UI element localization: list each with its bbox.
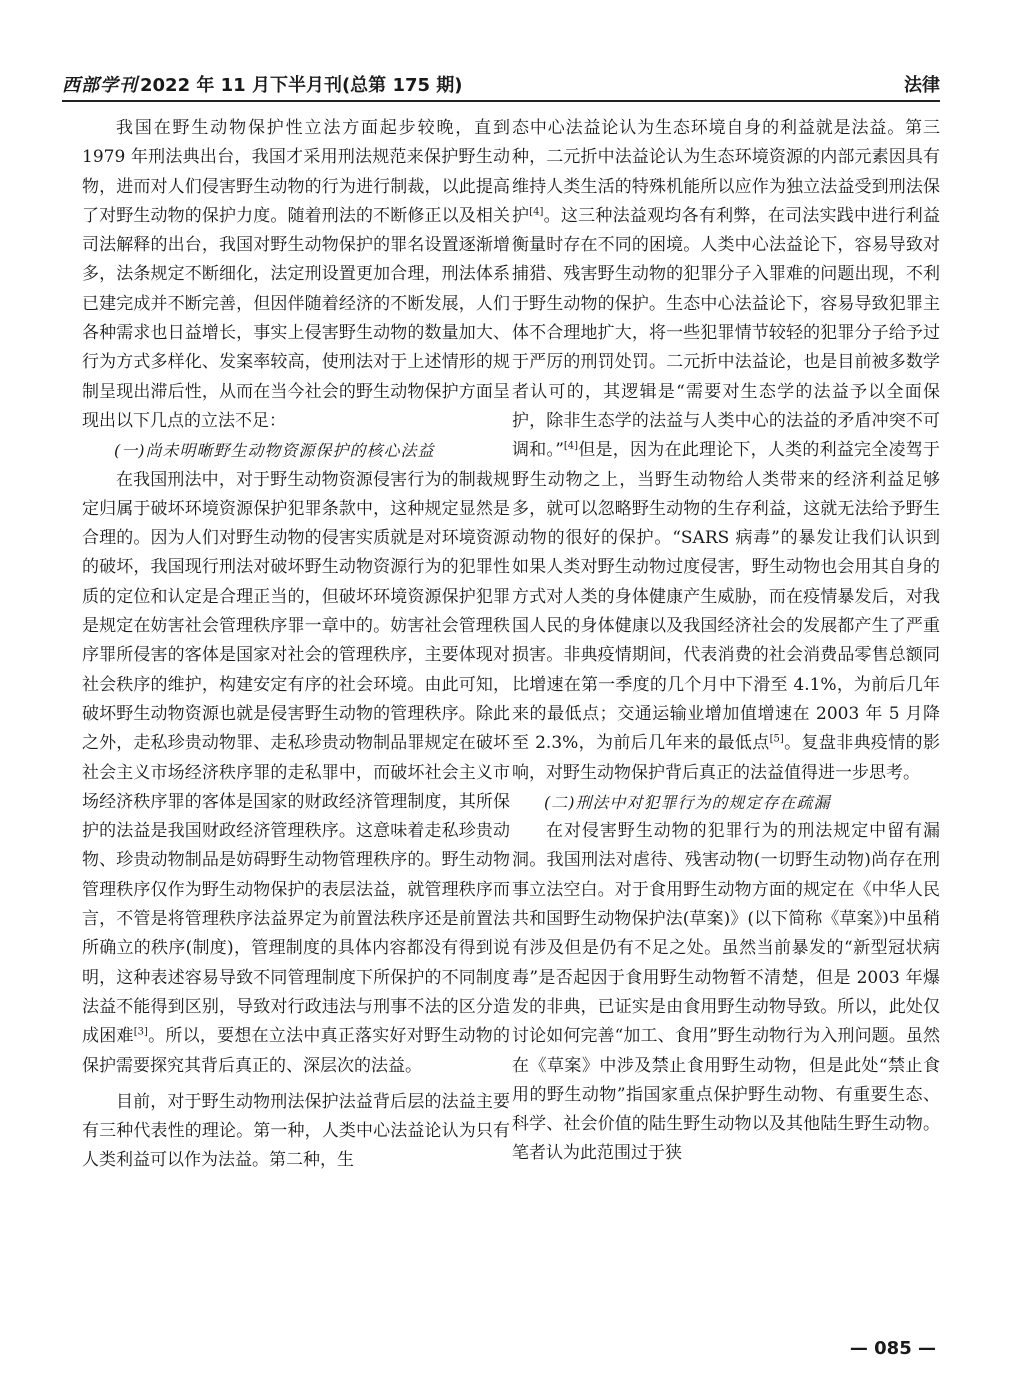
issue-label: 2022 年 11 月下半月刊(总第 175 期) — [140, 75, 463, 96]
paragraph: 在我国刑法中，对于野生动物资源侵害行为的制裁规定归属于破坏环境资源保护犯罪条款中，这种规定显然是合理的。因为人们对野生动物的侵害实质就是对环境资源的破坏，我国现行刑法对破坏野生动物资源行为的犯罪性质的定位和认定是合理正当的，但破坏环境资源保护犯罪是规定在妨害社会管理秩序罪一章中的。妨害社会管理秩序罪所侵害的客体是国家对社会的管理秩序，主要体现对社会秩序的维护，构建安定有序的社会环境。由此可知，破坏野生动物资源也就是侵害野生动物的管理秩序。除此之外，走私珍贵动物罪、走私珍贵动物制品罪规定在破坏社会主义市场经济秩序罪的走私罪中，而破坏社会主义市场经济秩序罪的客体是国家的财政经济管理制度，其所保护的法益是我国财政经济管理秩序。这意味着走私珍贵动物、珍贵动物制品是妨碍野生动物管理秩序的。野生动物管理秩序仅作为野生动物保护的表层法益，就管理秩序而言，不管是将管理秩序法益界定为前置法秩序还是前置法所确立的秩序(制度)，管理制度的具体内容都没有得到说明，这种表述容易导致不同管理制度下所保护的不同制度法益不能得到区别，导致对行政违法与刑事不法的区分造成困难[3]。所以，要想在立法中真正落实好对野生动物的保护需要探究其背后真正的、深层次的法益。 — [82, 469, 511, 1076]
right-column — [512, 114, 940, 1169]
page-number: — 085 — — [849, 1338, 936, 1359]
citation-ref: [3] — [133, 1026, 148, 1038]
citation-ref: [5] — [769, 733, 784, 745]
header-issue-info — [62, 71, 463, 100]
citation-ref: [4] — [529, 206, 544, 218]
section-label: 法律 — [904, 75, 940, 96]
paragraph: 我国在野生动物保护性立法方面起步较晚，直到 1979 年刑法典出台，我国才采用刑法规范来保护野生动物，进而对人们侵害野生动物的行为进行制裁，以此提高了对野生动物的保护力度。随着刑法的不断修正以及相关司法解释的出台，我国对野生动物保护的罪名设置逐渐增多，法条规定不断细化，法定刑设置更加合理，刑法体系已建完成并不断完善，但因伴随着经济的不断发展，人们各种需求也日益增长，事实上侵害野生动物的数量加大、行为方式多样化、发案率较高，使刑法对于上述情形的规制呈现出滞后性，从而在当今社会的野生动物保护方面呈现出以下几点的立法不足： — [82, 118, 510, 431]
running-header — [62, 66, 940, 102]
paragraph: 态中心法益论认为生态环境自身的利益就是法益。第三种，二元折中法益论认为生态环境资源的内部元素因具有维持人类生活的特殊机能所以应作为独立法益受到刑法保护[4]。这三种法益观均各有利弊，在司法实践中进行利益衡量时存在不同的困境。人类中心法益论下，容易导致对捕猎、残害野生动物的犯罪分子入罪难的问题出现，不利于野生动物的保护。生态中心法益论下，容易导致犯罪主体不合理地扩大，将一些犯罪情节较轻的犯罪分子给予过于严厉的刑罚处罚。二元折中法益论，也是目前被多数学者认可的，其逻辑是“需要对生态学的法益予以全面保护，除非生态学的法益与人类中心的法益的矛盾冲突不可调和。”[4]但是，因为在此理论下，人类的利益完全凌驾于野生动物之上，当野生动物给人类带来的经济利益足够多，就可以忽略野生动物的生存利益，这就无法给予野生动物的很好的保护。“SARS 病毒”的暴发让我们认识到如果人类对野生动物过度侵害，野生动物也会用其自身的方式对人类的身体健康产生威胁，而在疫情暴发后，对我国人民的身体健康以及我国经济社会的发展都产生了严重损害。非典疫情期间，代表消费的社会消费品零售总额同比增速在第一季度的几个月中下滑至 4.1%，为前后几年来的最低点；交通运输业增加值增速在 2003 年 5 月降至 2.3%，为前后几年来的最低点[5]。复盘非典疫情的影响，对野生动物保护背后真正的法益值得进一步思考。 — [512, 118, 941, 783]
paragraph: 目前，对于野生动物刑法保护法益背后层的法益主要有三种代表性的理论。第一种，人类中心法益论认为只有人类利益可以作为法益。第二种，生 — [82, 1091, 510, 1171]
paragraph: 在对侵害野生动物的犯罪行为的刑法规定中留有漏洞。我国刑法对虐待、残害动物(一切野生动物)尚存在刑事立法空白。对于食用野生动物方面的规定在《中华人民共和国野生动物保护法(草案)》(以下简称《草案》)中虽稍有涉及但是仍有不足之处。虽然当前暴发的“新型冠状病毒”是否起因于食用野生动物暂不清楚，但是 2003 年爆发的非典，已证实是由食用野生动物导致。所以，此处仅讨论如何完善“加工、食用”野生动物行为入刑问题。虽然在《草案》中涉及禁止食用野生动物，但是此处“禁止食用的野生动物”指国家重点保护野生动物、有重要生态、科学、社会价值的陆生野生动物以及其他陆生野生动物。笔者认为此范围过于狭 — [512, 821, 940, 1164]
citation-ref: [4] — [563, 440, 579, 452]
section-heading: (一)尚未明晰野生动物资源保护的核心法益 — [114, 441, 435, 461]
journal-logo: 西部学刊 — [62, 75, 138, 96]
left-column — [82, 114, 510, 1176]
section-heading: (二)刑法中对犯罪行为的规定存在疏漏 — [544, 792, 831, 812]
